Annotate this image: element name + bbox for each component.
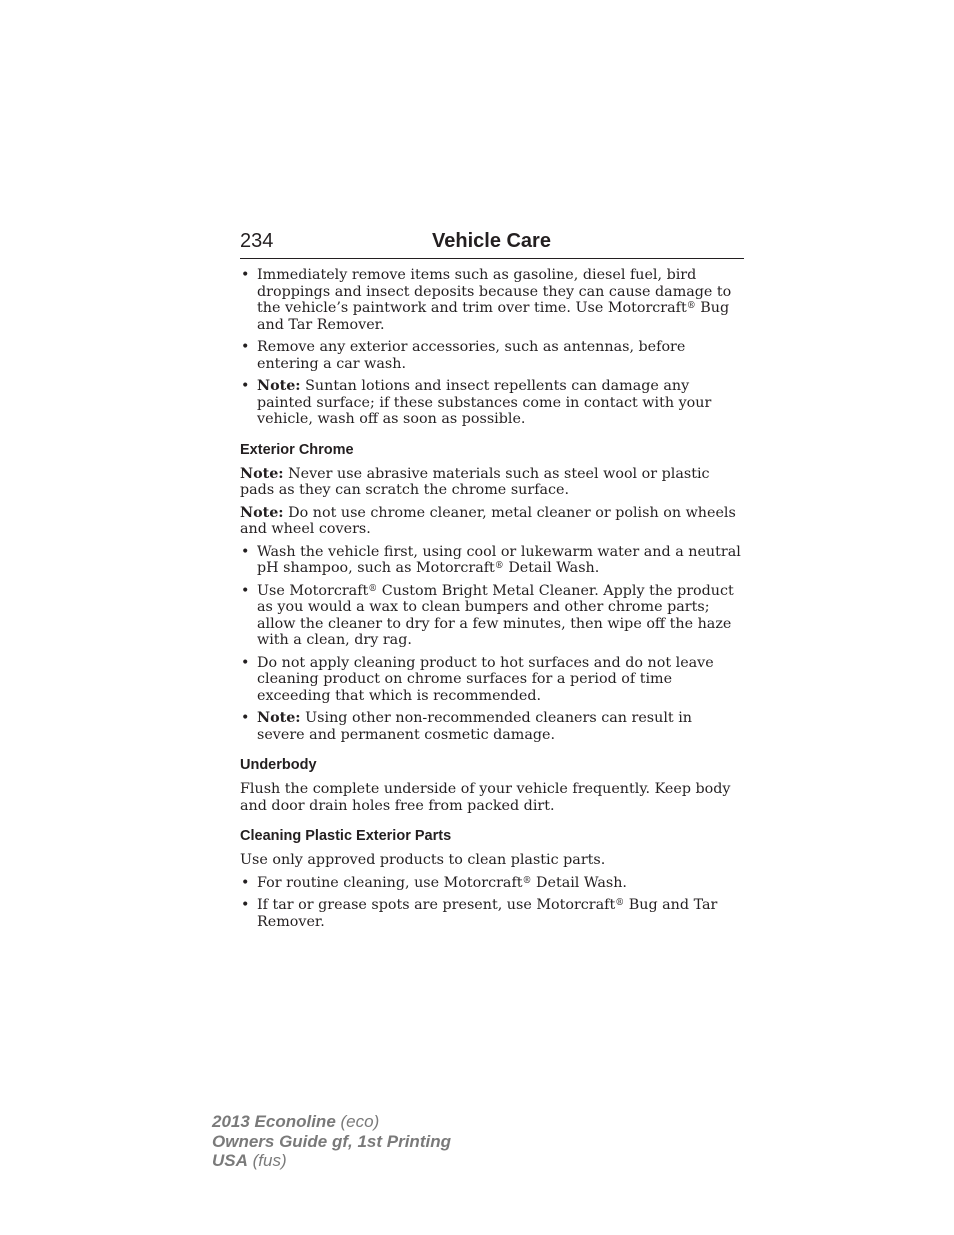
plastic-parts-paragraph: Use only approved products to clean plastic parts. (240, 852, 606, 868)
heading-underbody: Underbody (240, 757, 317, 773)
list-item: • Wash the vehicle first, using cool or lukewarm water and a neutral pH shampoo, such as Motorcraft® Detail Wash. (241, 543, 741, 576)
list-item: • Note: Using other non-recommended cleaners can result in severe and permanent cosmetic damage. (241, 710, 692, 743)
list-item: • Note: Suntan lotions and insect repellents can damage any painted surface; if these substances come in contact with your vehicle, wash off as soon as possible. (241, 378, 712, 427)
footer-line-market: USA (fus) (212, 1151, 287, 1170)
list-item: • Immediately remove items such as gasoline, diesel fuel, bird droppings and insect deposits because they can cause damage to the vehicle’s paintwork and trim over time. Use Motorcraft® Bug and Tar Remover. (241, 267, 732, 333)
list-item: • Use Motorcraft® Custom Bright Metal Cleaner. Apply the product as you would a wax to clean bumpers and other chrome parts; allow the cleaner to dry for a few minutes, then wipe off the haze with a clean, dry rag. (241, 582, 734, 648)
list-item: • Remove any exterior accessories, such as antennas, before entering a car wash. (241, 339, 686, 372)
document-footer (212, 1112, 451, 1171)
note-label: Note: (257, 378, 301, 394)
heading-plastic-parts: Cleaning Plastic Exterior Parts (240, 828, 452, 844)
note-paragraph: Note: Do not use chrome cleaner, metal cleaner or polish on wheels and wheel covers. (240, 504, 736, 537)
footer-line-model: 2013 Econoline (eco) (212, 1112, 380, 1131)
page-number: 234 (240, 230, 274, 252)
section-title: Vehicle Care (432, 230, 551, 252)
list-item: • If tar or grease spots are present, use Motorcraft® Bug and Tar Remover. (241, 897, 718, 930)
page-content (240, 267, 744, 936)
note-paragraph: Note: Never use abrasive materials such as steel wool or plastic pads as they can scratch the chrome surface. (240, 465, 710, 498)
intro-bullet-list (240, 267, 744, 428)
underbody-paragraph: Flush the complete underside of your vehicle frequently. Keep body and door drain holes free from packed dirt. (240, 781, 731, 814)
plastic-bullet-list (240, 875, 744, 931)
heading-exterior-chrome: Exterior Chrome (240, 441, 354, 458)
page-header (240, 228, 744, 259)
list-item: • For routine cleaning, use Motorcraft® Detail Wash. (241, 874, 627, 891)
list-item: • Do not apply cleaning product to hot surfaces and do not leave cleaning product on chrome surfaces for a period of time exceeding that which is recommended. (241, 654, 714, 704)
footer-line-guide: Owners Guide gf, 1st Printing (212, 1131, 451, 1151)
chrome-bullet-list (240, 544, 744, 744)
